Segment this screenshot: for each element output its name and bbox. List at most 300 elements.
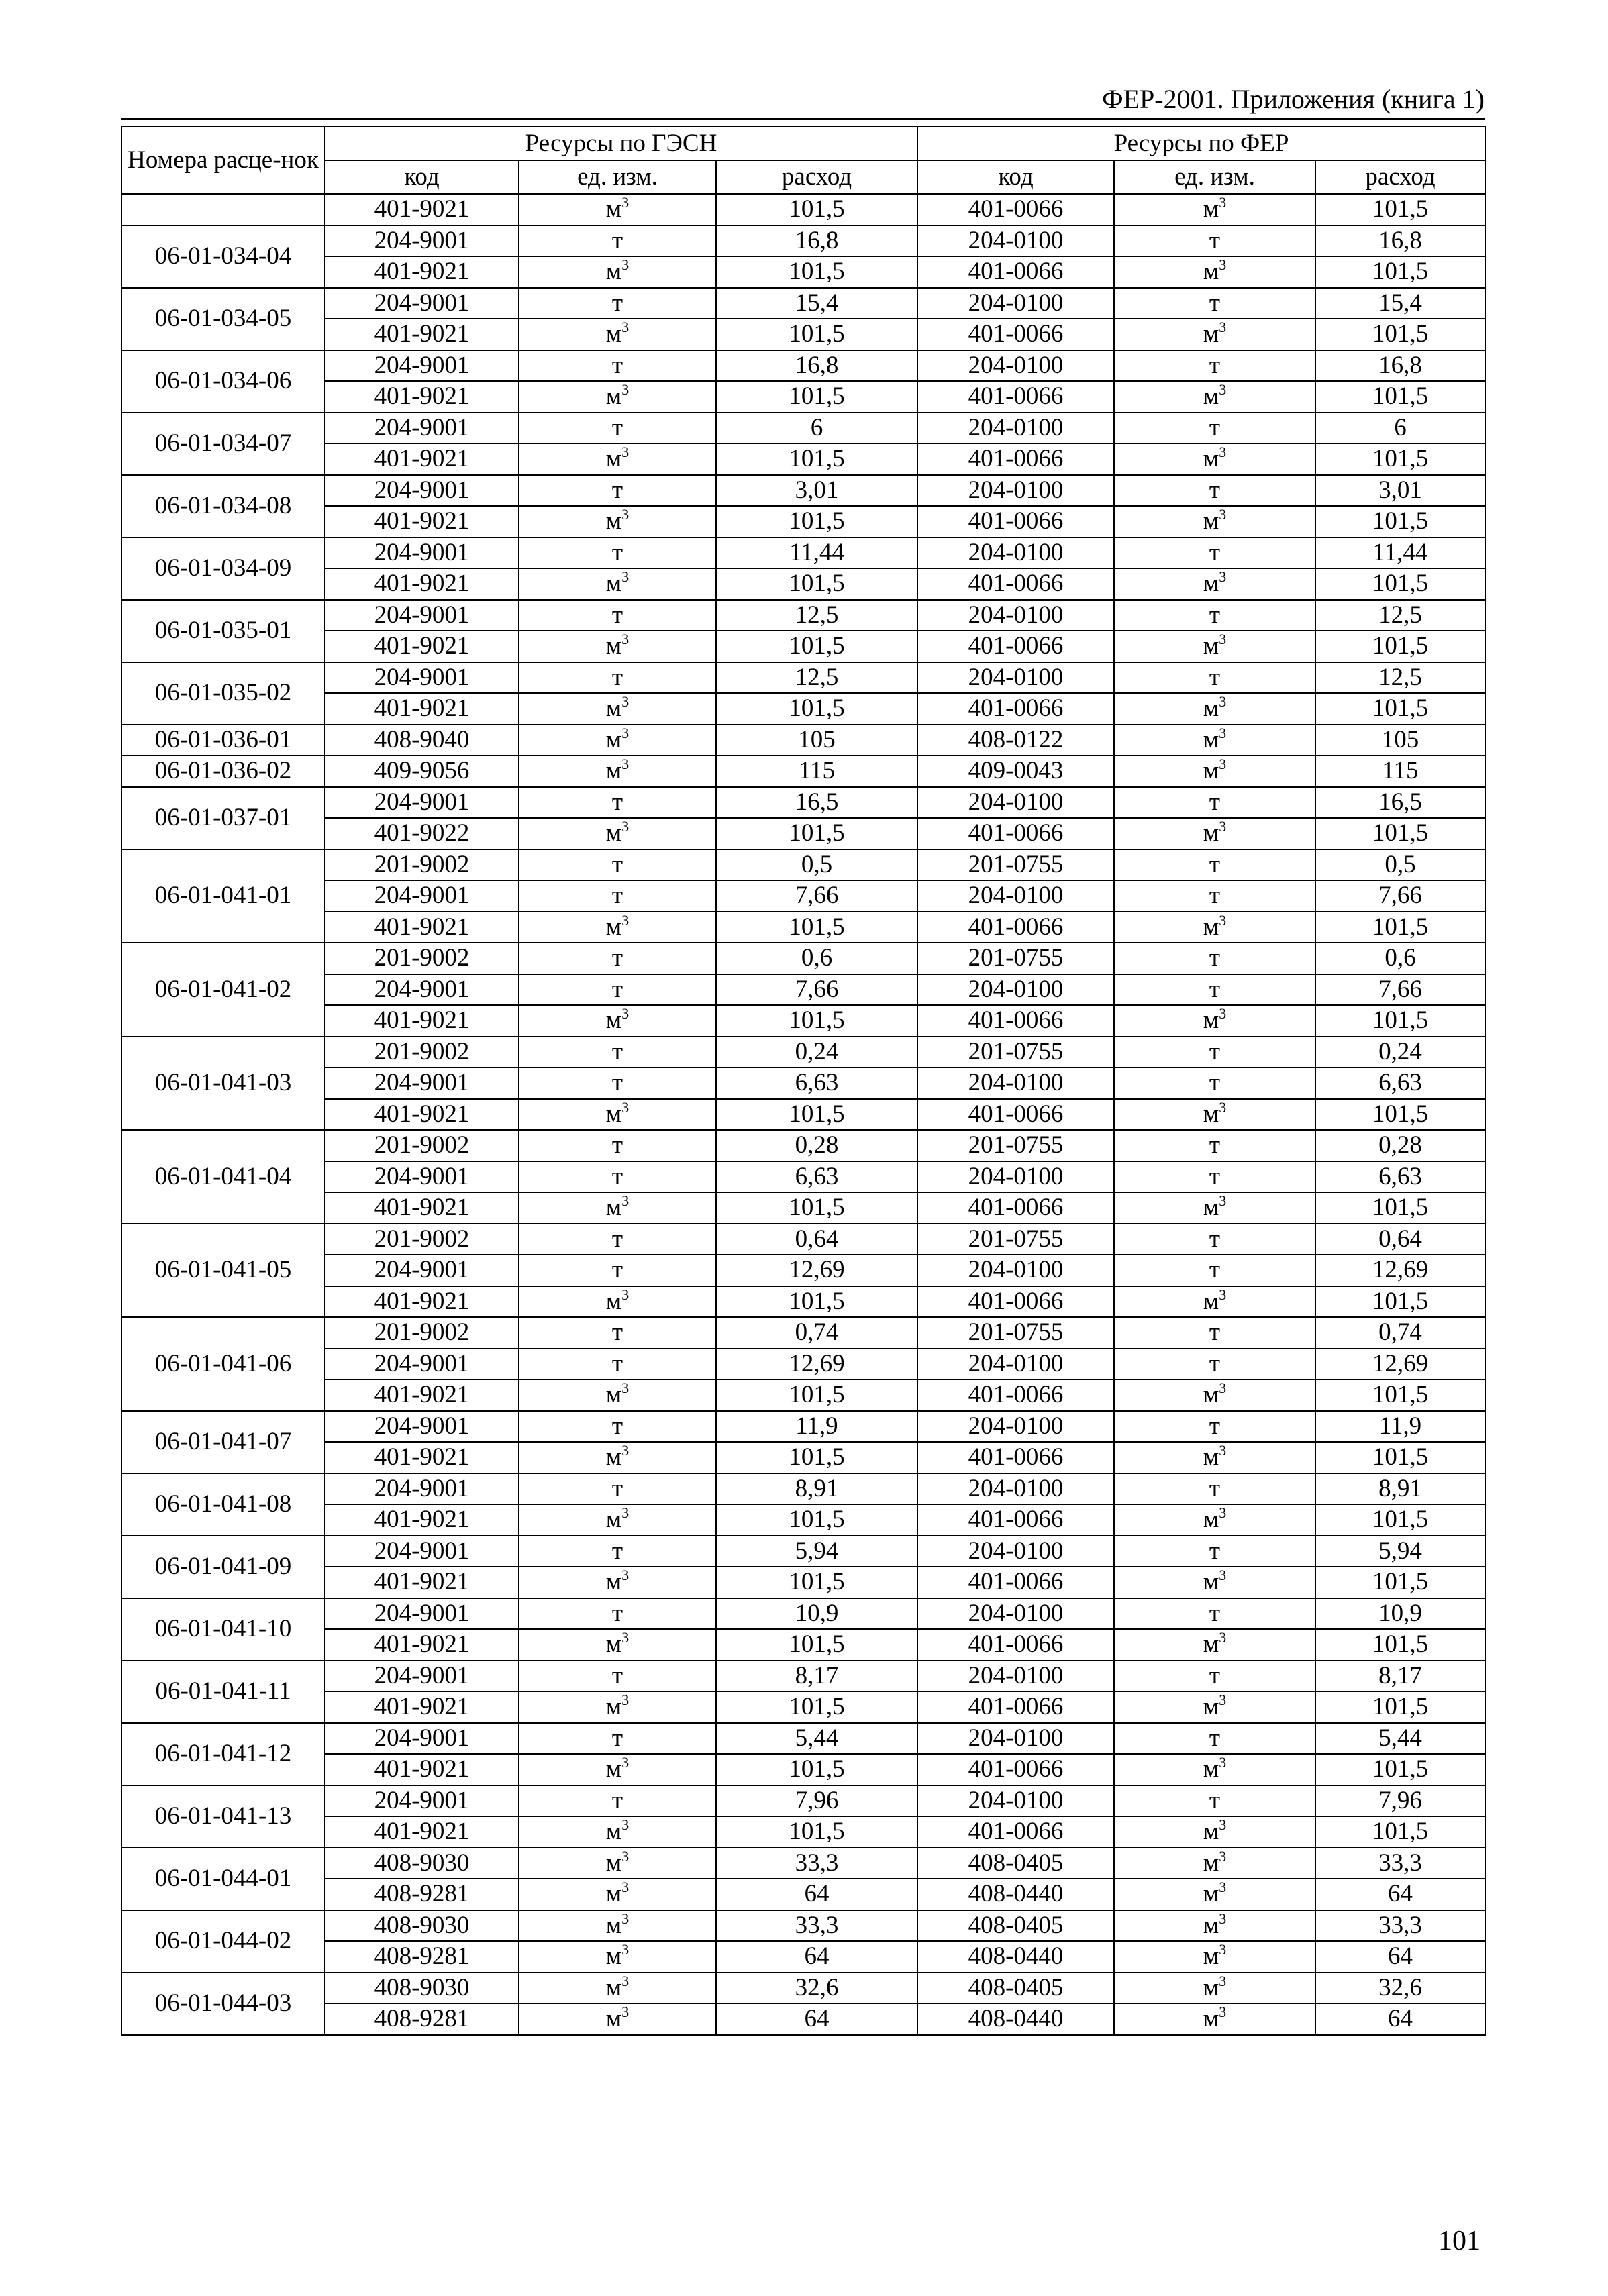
gesn-rate-cell: 101,5	[716, 1005, 917, 1037]
fer-rate-cell: 101,5	[1315, 1504, 1485, 1536]
fer-unit-cell: т	[1114, 225, 1315, 257]
table-row	[121, 1910, 1485, 1942]
gesn-code-cell: 401-9022	[325, 818, 519, 849]
rate-number-cell: 06-01-034-07	[121, 413, 325, 475]
gesn-code-cell: 409-9056	[325, 755, 519, 787]
fer-code-cell: 204-0100	[917, 787, 1114, 819]
gesn-code-cell: 204-9001	[325, 350, 519, 382]
group-header-fer: Ресурсы по ФЕР	[917, 127, 1485, 160]
table-row	[121, 475, 1485, 507]
gesn-code-cell: 401-9021	[325, 381, 519, 413]
table-row	[121, 350, 1485, 382]
gesn-rate-cell: 0,74	[716, 1317, 917, 1349]
gesn-rate-cell: 12,69	[716, 1255, 917, 1286]
table-row	[121, 1691, 1485, 1723]
gesn-code-cell: 408-9281	[325, 1941, 519, 1973]
fer-code-cell: 204-0100	[917, 662, 1114, 694]
gesn-rate-cell: 101,5	[716, 443, 917, 475]
gesn-rate-cell: 101,5	[716, 1691, 917, 1723]
fer-rate-cell: 16,8	[1315, 225, 1485, 257]
gesn-unit-cell: $м^3$	[519, 256, 716, 288]
gesn-code-cell: 201-9002	[325, 1037, 519, 1068]
table-row	[121, 537, 1485, 569]
gesn-unit-cell: т	[519, 880, 716, 912]
rate-number-cell: 06-01-041-13	[121, 1785, 325, 1848]
gesn-unit-cell: т	[519, 1411, 716, 1443]
gesn-code-cell: 408-9030	[325, 1848, 519, 1879]
fer-unit-cell: т	[1114, 662, 1315, 694]
fer-rate-cell: 0,24	[1315, 1037, 1485, 1068]
fer-unit-cell: $м^3$	[1114, 381, 1315, 413]
fer-code-cell: 401-0066	[917, 1691, 1114, 1723]
gesn-code-cell: 204-9001	[325, 1067, 519, 1099]
resources-table	[121, 126, 1486, 2036]
table-row	[121, 1504, 1485, 1536]
gesn-code-cell: 401-9021	[325, 1816, 519, 1848]
gesn-rate-cell: 101,5	[716, 1504, 917, 1536]
fer-rate-cell: 11,44	[1315, 537, 1485, 569]
fer-unit-cell: $м^3$	[1114, 1629, 1315, 1661]
table-row	[121, 1161, 1485, 1193]
gesn-unit-cell: т	[519, 1224, 716, 1255]
fer-code-cell: 204-0100	[917, 1255, 1114, 1286]
table-row	[121, 1192, 1485, 1224]
fer-unit-cell: $м^3$	[1114, 506, 1315, 537]
gesn-code-cell: 201-9002	[325, 1317, 519, 1349]
gesn-unit-cell: $м^3$	[519, 1973, 716, 2004]
gesn-code-cell: 401-9021	[325, 319, 519, 350]
fer-code-cell: 401-0066	[917, 256, 1114, 288]
fer-unit-cell: т	[1114, 1037, 1315, 1068]
fer-code-cell: 204-0100	[917, 1723, 1114, 1755]
gesn-rate-cell: 0,64	[716, 1224, 917, 1255]
fer-unit-cell: т	[1114, 1598, 1315, 1630]
gesn-code-cell: 401-9021	[325, 1567, 519, 1598]
gesn-unit-cell: т	[519, 1785, 716, 1817]
fer-rate-cell: 0,5	[1315, 849, 1485, 881]
fer-code-cell: 204-0100	[917, 1661, 1114, 1692]
gesn-unit-cell: т	[519, 662, 716, 694]
fer-code-cell: 408-0440	[917, 1941, 1114, 1973]
fer-rate-cell: 5,44	[1315, 1723, 1485, 1755]
fer-rate-cell: 32,6	[1315, 1973, 1485, 2004]
fer-code-cell: 401-0066	[917, 818, 1114, 849]
gesn-rate-cell: 101,5	[716, 818, 917, 849]
gesn-code-cell: 204-9001	[325, 1473, 519, 1505]
col-header-fer-unit: ед. изм.	[1114, 160, 1315, 194]
gesn-rate-cell: 101,5	[716, 693, 917, 725]
fer-rate-cell: 101,5	[1315, 1099, 1485, 1131]
rate-number-cell: 06-01-041-02	[121, 943, 325, 1037]
gesn-unit-cell: т	[519, 537, 716, 569]
gesn-rate-cell: 101,5	[716, 194, 917, 225]
table-row	[121, 1848, 1485, 1879]
gesn-unit-cell: т	[519, 413, 716, 444]
fer-unit-cell: $м^3$	[1114, 912, 1315, 943]
gesn-unit-cell: т	[519, 288, 716, 319]
gesn-unit-cell: т	[519, 974, 716, 1006]
gesn-unit-cell: $м^3$	[519, 631, 716, 662]
gesn-unit-cell: т	[519, 1349, 716, 1380]
fer-code-cell: 204-0100	[917, 1473, 1114, 1505]
fer-code-cell: 408-0405	[917, 1910, 1114, 1942]
fer-rate-cell: 12,69	[1315, 1349, 1485, 1380]
fer-unit-cell: т	[1114, 1661, 1315, 1692]
gesn-unit-cell: $м^3$	[519, 1192, 716, 1224]
fer-rate-cell: 101,5	[1315, 443, 1485, 475]
gesn-rate-cell: 16,8	[716, 225, 917, 257]
table-row	[121, 568, 1485, 600]
table-row	[121, 319, 1485, 350]
fer-rate-cell: 101,5	[1315, 1005, 1485, 1037]
gesn-code-cell: 401-9021	[325, 1286, 519, 1318]
gesn-unit-cell: $м^3$	[519, 1286, 716, 1318]
gesn-rate-cell: 8,17	[716, 1661, 917, 1692]
fer-rate-cell: 101,5	[1315, 1816, 1485, 1848]
gesn-rate-cell: 0,5	[716, 849, 917, 881]
table-row	[121, 755, 1485, 787]
fer-unit-cell: $м^3$	[1114, 1192, 1315, 1224]
fer-unit-cell: $м^3$	[1114, 1286, 1315, 1318]
gesn-unit-cell: т	[519, 350, 716, 382]
gesn-unit-cell: $м^3$	[519, 1504, 716, 1536]
gesn-code-cell: 201-9002	[325, 1224, 519, 1255]
gesn-code-cell: 204-9001	[325, 1411, 519, 1443]
rate-number-cell: 06-01-041-10	[121, 1598, 325, 1661]
fer-code-cell: 201-0755	[917, 1037, 1114, 1068]
gesn-rate-cell: 5,94	[716, 1536, 917, 1567]
fer-rate-cell: 15,4	[1315, 288, 1485, 319]
fer-code-cell: 401-0066	[917, 1629, 1114, 1661]
table-row	[121, 725, 1485, 756]
gesn-unit-cell: $м^3$	[519, 1629, 716, 1661]
gesn-rate-cell: 101,5	[716, 1379, 917, 1411]
rate-number-cell	[121, 194, 325, 225]
page-number: 101	[1438, 2226, 1480, 2256]
table-row	[121, 1941, 1485, 1973]
fer-code-cell: 408-0440	[917, 2003, 1114, 2035]
gesn-code-cell: 401-9021	[325, 1005, 519, 1037]
fer-code-cell: 204-0100	[917, 1161, 1114, 1193]
fer-code-cell: 408-0122	[917, 725, 1114, 756]
gesn-rate-cell: 115	[716, 755, 917, 787]
gesn-code-cell: 401-9021	[325, 912, 519, 943]
fer-unit-cell: т	[1114, 1536, 1315, 1567]
table-row	[121, 1286, 1485, 1318]
gesn-unit-cell: т	[519, 1317, 716, 1349]
gesn-rate-cell: 8,91	[716, 1473, 917, 1505]
fer-rate-cell: 0,64	[1315, 1224, 1485, 1255]
rate-number-cell: 06-01-035-01	[121, 600, 325, 662]
fer-code-cell: 204-0100	[917, 880, 1114, 912]
gesn-rate-cell: 101,5	[716, 1567, 917, 1598]
fer-code-cell: 401-0066	[917, 1099, 1114, 1131]
fer-code-cell: 401-0066	[917, 912, 1114, 943]
fer-code-cell: 204-0100	[917, 1536, 1114, 1567]
table-row	[121, 443, 1485, 475]
gesn-code-cell: 204-9001	[325, 288, 519, 319]
gesn-code-cell: 204-9001	[325, 225, 519, 257]
gesn-rate-cell: 101,5	[716, 1816, 917, 1848]
gesn-rate-cell: 0,24	[716, 1037, 917, 1068]
fer-rate-cell: 33,3	[1315, 1910, 1485, 1942]
gesn-rate-cell: 101,5	[716, 319, 917, 350]
gesn-code-cell: 401-9021	[325, 1754, 519, 1785]
gesn-rate-cell: 6,63	[716, 1067, 917, 1099]
rate-number-cell: 06-01-041-05	[121, 1224, 325, 1318]
gesn-code-cell: 401-9021	[325, 1629, 519, 1661]
table-row	[121, 1379, 1485, 1411]
gesn-rate-cell: 11,9	[716, 1411, 917, 1443]
rate-number-cell: 06-01-044-03	[121, 1973, 325, 2035]
gesn-rate-cell: 12,5	[716, 600, 917, 631]
fer-code-cell: 401-0066	[917, 1192, 1114, 1224]
gesn-unit-cell: $м^3$	[519, 1005, 716, 1037]
gesn-rate-cell: 101,5	[716, 381, 917, 413]
gesn-code-cell: 201-9002	[325, 943, 519, 974]
rate-number-cell: 06-01-041-12	[121, 1723, 325, 1785]
gesn-code-cell: 401-9021	[325, 1379, 519, 1411]
fer-code-cell: 401-0066	[917, 1442, 1114, 1473]
table-row	[121, 1816, 1485, 1848]
gesn-unit-cell: т	[519, 849, 716, 881]
gesn-code-cell: 204-9001	[325, 1255, 519, 1286]
fer-code-cell: 409-0043	[917, 755, 1114, 787]
gesn-unit-cell: т	[519, 1255, 716, 1286]
gesn-code-cell: 401-9021	[325, 256, 519, 288]
fer-unit-cell: $м^3$	[1114, 1005, 1315, 1037]
fer-rate-cell: 64	[1315, 1879, 1485, 1910]
table-row	[121, 1536, 1485, 1567]
fer-rate-cell: 105	[1315, 725, 1485, 756]
fer-rate-cell: 12,5	[1315, 600, 1485, 631]
fer-code-cell: 401-0066	[917, 631, 1114, 662]
table-row	[121, 1255, 1485, 1286]
table-row	[121, 600, 1485, 631]
fer-unit-cell: т	[1114, 1255, 1315, 1286]
table-row	[121, 256, 1485, 288]
gesn-code-cell: 408-9281	[325, 2003, 519, 2035]
fer-unit-cell: т	[1114, 350, 1315, 382]
fer-code-cell: 204-0100	[917, 1598, 1114, 1630]
fer-unit-cell: $м^3$	[1114, 319, 1315, 350]
fer-unit-cell: т	[1114, 1317, 1315, 1349]
rate-number-cell: 06-01-034-09	[121, 537, 325, 600]
fer-rate-cell: 6,63	[1315, 1161, 1485, 1193]
gesn-code-cell: 204-9001	[325, 537, 519, 569]
gesn-unit-cell: $м^3$	[519, 2003, 716, 2035]
gesn-unit-cell: $м^3$	[519, 1879, 716, 1910]
table-row	[121, 818, 1485, 849]
col-header-fer-code: код	[917, 160, 1114, 194]
gesn-rate-cell: 5,44	[716, 1723, 917, 1755]
fer-code-cell: 201-0755	[917, 1317, 1114, 1349]
fer-code-cell: 204-0100	[917, 600, 1114, 631]
rate-number-cell: 06-01-041-11	[121, 1661, 325, 1723]
fer-rate-cell: 0,6	[1315, 943, 1485, 974]
header-rule	[121, 118, 1485, 120]
gesn-code-cell: 401-9021	[325, 1442, 519, 1473]
rate-number-cell: 06-01-041-08	[121, 1473, 325, 1536]
rate-number-cell: 06-01-034-05	[121, 288, 325, 350]
table-row	[121, 1973, 1485, 2004]
gesn-unit-cell: $м^3$	[519, 1754, 716, 1785]
gesn-rate-cell: 101,5	[716, 1286, 917, 1318]
table-row	[121, 506, 1485, 537]
fer-rate-cell: 101,5	[1315, 1629, 1485, 1661]
gesn-rate-cell: 101,5	[716, 568, 917, 600]
gesn-unit-cell: $м^3$	[519, 568, 716, 600]
fer-code-cell: 408-0405	[917, 1973, 1114, 2004]
fer-code-cell: 204-0100	[917, 1411, 1114, 1443]
fer-rate-cell: 101,5	[1315, 568, 1485, 600]
gesn-rate-cell: 101,5	[716, 1629, 917, 1661]
rate-number-cell: 06-01-044-02	[121, 1910, 325, 1973]
table-row	[121, 1037, 1485, 1068]
fer-code-cell: 401-0066	[917, 506, 1114, 537]
fer-rate-cell: 6,63	[1315, 1067, 1485, 1099]
fer-code-cell: 408-0440	[917, 1879, 1114, 1910]
table-row	[121, 693, 1485, 725]
fer-unit-cell: $м^3$	[1114, 194, 1315, 225]
fer-rate-cell: 16,5	[1315, 787, 1485, 819]
fer-rate-cell: 12,69	[1315, 1255, 1485, 1286]
gesn-unit-cell: $м^3$	[519, 1442, 716, 1473]
fer-unit-cell: т	[1114, 537, 1315, 569]
fer-code-cell: 204-0100	[917, 288, 1114, 319]
rate-number-cell: 06-01-044-01	[121, 1848, 325, 1910]
gesn-unit-cell: $м^3$	[519, 1567, 716, 1598]
fer-rate-cell: 101,5	[1315, 256, 1485, 288]
gesn-unit-cell: т	[519, 1723, 716, 1755]
gesn-unit-cell: т	[519, 787, 716, 819]
rate-number-cell: 06-01-041-06	[121, 1317, 325, 1411]
gesn-rate-cell: 0,28	[716, 1130, 917, 1161]
fer-unit-cell: $м^3$	[1114, 1567, 1315, 1598]
fer-rate-cell: 10,9	[1315, 1598, 1485, 1630]
table-row	[121, 1598, 1485, 1630]
fer-rate-cell: 7,66	[1315, 880, 1485, 912]
table-row	[121, 912, 1485, 943]
fer-code-cell: 201-0755	[917, 1130, 1114, 1161]
gesn-code-cell: 401-9021	[325, 693, 519, 725]
fer-rate-cell: 5,94	[1315, 1536, 1485, 1567]
fer-unit-cell: $м^3$	[1114, 443, 1315, 475]
rate-number-cell: 06-01-041-07	[121, 1411, 325, 1473]
gesn-code-cell: 204-9001	[325, 880, 519, 912]
fer-rate-cell: 16,8	[1315, 350, 1485, 382]
fer-code-cell: 401-0066	[917, 1005, 1114, 1037]
table-row	[121, 943, 1485, 974]
gesn-unit-cell: $м^3$	[519, 1910, 716, 1942]
gesn-code-cell: 401-9021	[325, 506, 519, 537]
fer-code-cell: 408-0405	[917, 1848, 1114, 1879]
gesn-rate-cell: 105	[716, 725, 917, 756]
fer-unit-cell: $м^3$	[1114, 1754, 1315, 1785]
fer-rate-cell: 101,5	[1315, 1754, 1485, 1785]
gesn-code-cell: 204-9001	[325, 1661, 519, 1692]
fer-rate-cell: 101,5	[1315, 631, 1485, 662]
gesn-rate-cell: 101,5	[716, 506, 917, 537]
gesn-rate-cell: 64	[716, 1941, 917, 1973]
table-row	[121, 974, 1485, 1006]
gesn-unit-cell: $м^3$	[519, 1099, 716, 1131]
gesn-code-cell: 204-9001	[325, 974, 519, 1006]
rate-number-cell: 06-01-041-03	[121, 1037, 325, 1131]
gesn-code-cell: 201-9002	[325, 1130, 519, 1161]
gesn-unit-cell: $м^3$	[519, 818, 716, 849]
col-header-gesn-code: код	[325, 160, 519, 194]
fer-code-cell: 204-0100	[917, 1349, 1114, 1380]
fer-unit-cell: т	[1114, 413, 1315, 444]
table-row	[121, 1005, 1485, 1037]
table-row	[121, 1067, 1485, 1099]
fer-code-cell: 401-0066	[917, 319, 1114, 350]
col-header-gesn-unit: ед. изм.	[519, 160, 716, 194]
table-row	[121, 1473, 1485, 1505]
table-row	[121, 225, 1485, 257]
fer-rate-cell: 101,5	[1315, 381, 1485, 413]
group-header-gesn: Ресурсы по ГЭСН	[325, 127, 917, 160]
gesn-unit-cell: т	[519, 1473, 716, 1505]
table-row	[121, 288, 1485, 319]
table-row	[121, 1785, 1485, 1817]
gesn-code-cell: 204-9001	[325, 413, 519, 444]
fer-rate-cell: 0,74	[1315, 1317, 1485, 1349]
table-row	[121, 662, 1485, 694]
gesn-code-cell: 204-9001	[325, 1536, 519, 1567]
fer-unit-cell: т	[1114, 1411, 1315, 1443]
table-row	[121, 1411, 1485, 1443]
col-header-gesn-rate: расход	[716, 160, 917, 194]
fer-code-cell: 401-0066	[917, 568, 1114, 600]
gesn-code-cell: 408-9040	[325, 725, 519, 756]
fer-code-cell: 401-0066	[917, 1816, 1114, 1848]
gesn-code-cell: 401-9021	[325, 631, 519, 662]
gesn-unit-cell: т	[519, 1037, 716, 1068]
gesn-unit-cell: т	[519, 225, 716, 257]
gesn-code-cell: 201-9002	[325, 849, 519, 881]
fer-rate-cell: 101,5	[1315, 1379, 1485, 1411]
fer-rate-cell: 101,5	[1315, 506, 1485, 537]
gesn-rate-cell: 7,66	[716, 974, 917, 1006]
gesn-rate-cell: 7,96	[716, 1785, 917, 1817]
fer-rate-cell: 101,5	[1315, 1567, 1485, 1598]
gesn-rate-cell: 33,3	[716, 1910, 917, 1942]
table-row	[121, 1629, 1485, 1661]
gesn-rate-cell: 12,5	[716, 662, 917, 694]
fer-rate-cell: 101,5	[1315, 1442, 1485, 1473]
fer-rate-cell: 8,17	[1315, 1661, 1485, 1692]
fer-rate-cell: 101,5	[1315, 1691, 1485, 1723]
table-row	[121, 413, 1485, 444]
gesn-unit-cell: $м^3$	[519, 1379, 716, 1411]
fer-unit-cell: $м^3$	[1114, 755, 1315, 787]
gesn-unit-cell: $м^3$	[519, 725, 716, 756]
fer-rate-cell: 101,5	[1315, 912, 1485, 943]
fer-code-cell: 201-0755	[917, 943, 1114, 974]
gesn-unit-cell: $м^3$	[519, 443, 716, 475]
gesn-code-cell: 408-9281	[325, 1879, 519, 1910]
fer-unit-cell: т	[1114, 1473, 1315, 1505]
fer-code-cell: 401-0066	[917, 1286, 1114, 1318]
gesn-rate-cell: 16,5	[716, 787, 917, 819]
gesn-rate-cell: 101,5	[716, 1442, 917, 1473]
gesn-code-cell: 401-9021	[325, 443, 519, 475]
fer-code-cell: 401-0066	[917, 693, 1114, 725]
gesn-rate-cell: 101,5	[716, 631, 917, 662]
fer-code-cell: 401-0066	[917, 1567, 1114, 1598]
